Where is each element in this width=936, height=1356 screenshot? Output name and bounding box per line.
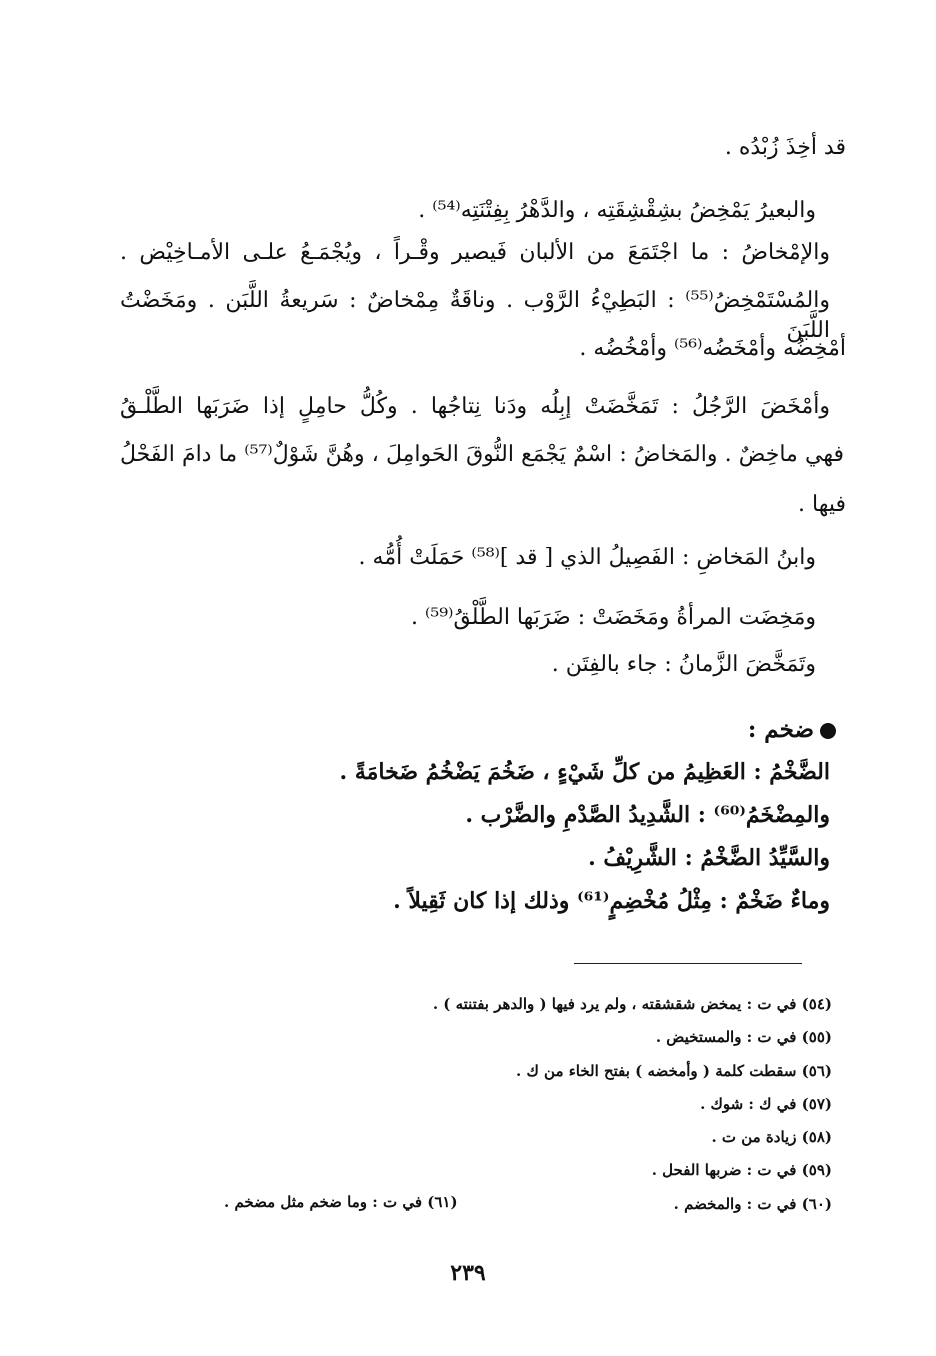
footnote: (٥٩) في ت : ضربها الفحل . (651, 1161, 832, 1179)
page-number: ٢٣٩ (450, 1260, 486, 1286)
text-line: وأمْخَضَ الرَّجُلُ : تَمَخَّضَتْ إبِلُه ودَنا نِتاجُها . وكُلُّ حامِلٍ إذا ضَرَبَها الطَّلْـقُ (120, 394, 830, 419)
text-line: الضَّخْمُ : العَظِيمُ من كلِّ شَيْءٍ ، ضَخُمَ يَضْخُمُ ضَخامَةً . (339, 759, 830, 785)
section-heading (748, 715, 836, 745)
text-line: أمْخِضُه وأمْخَضُه⁽⁵⁶⁾ وأمْخُضُه . (579, 336, 846, 361)
text-line: وتَمَخَّضَ الزَّمانُ : جاء بالفِتَن . (551, 652, 816, 677)
text-line: وماءٌ ضَخْمٌ : مِثْلُ مُخْضِمٍ⁽⁶¹⁾ وذلك إذا كان ثَقِيلاً . (393, 888, 830, 914)
bullet-icon (820, 723, 836, 739)
footnote-separator (574, 963, 802, 964)
text-line: فيها . (798, 492, 846, 517)
text-line: ومَخِضَت المرأةُ ومَخَضَتْ : ضَرَبَها الطَّلْقُ⁽⁵⁹⁾ . (411, 605, 816, 630)
text-line: والمِضْخَمُ⁽⁶⁰⁾ : الشَّدِيدُ الصَّدْمِ والضَّرْب . (465, 802, 830, 828)
text-line: وابنُ المَخاضِ : الفَصِيلُ الذي [ قد ]⁽⁵⁸⁾ حَمَلَتْ أُمُّه . (358, 545, 816, 570)
footnote: (٥٥) في ت : والمستخيض . (655, 1028, 832, 1046)
text-line: قد أخِذَ زُبْدُه . (724, 135, 846, 160)
text-line: والسَّيِّدُ الضَّخْمُ : الشَّرِيْفُ . (588, 845, 830, 871)
section-heading-text: ضخم : (747, 716, 814, 743)
footnote: (٦٠) في ت : والمخضم . (673, 1195, 832, 1213)
text-line: فهي ماخِضٌ . والمَخاضُ : اسْمٌ يَجْمَع النُّوقَ الحَوامِلَ ، وهُنَّ شَوْلٌ⁽⁵⁷⁾ ما دامَ الفَحْلُ (120, 442, 844, 467)
footnote: (٥٦) سقطت كلمة ( وأمخضه ) بفتح الخاء من ك . (516, 1062, 832, 1080)
footnote: (٥٨) زيادة من ت . (711, 1128, 832, 1146)
text-line: والإمْخاضُ : ما اجْتَمَعَ من الألبان فَيصير وقْـراً ، ويُجْمَـعُ علـى الأمـاخِيْض . (120, 240, 830, 265)
text-line: والمُسْتَمْخِضُ⁽⁵⁵⁾ : البَطِيْءُ الرَّوْب . وناقَةٌ مِمْخاضٌ : سَريعةُ اللَّبَن . ومَخَضْتُ اللَّبَنَ (120, 288, 830, 343)
text-line: والبعيرُ يَمْخِضُ بشِقْشِقَتِه ، والدَّهْرُ بِفِتْنَتِه⁽⁵⁴⁾ . (418, 198, 816, 223)
footnote: (٥٤) في ت : يمخض شقشقته ، ولم يرد فيها ( والدهر بفتنته ) . (432, 995, 832, 1013)
footnote: (٥٧) في ك : شوك . (700, 1095, 832, 1113)
footnote: (٦١) في ت : وما ضخم مثل مضخم . (224, 1193, 458, 1211)
